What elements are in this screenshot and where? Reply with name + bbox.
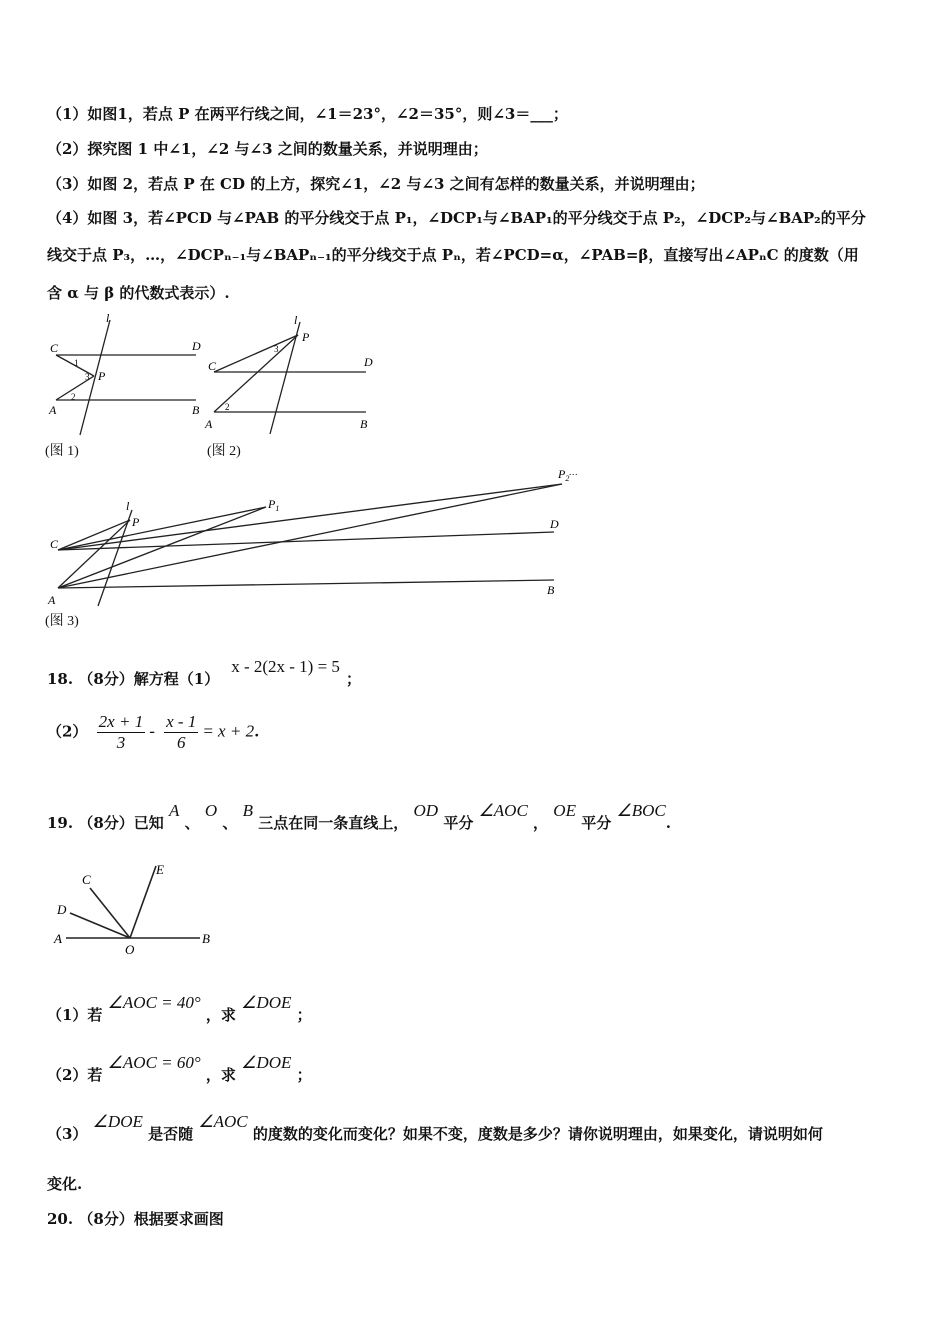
q19-bisects-1: 平分 bbox=[443, 814, 474, 832]
q19-sub2-end: ； bbox=[296, 1066, 312, 1084]
q19-dot: . bbox=[665, 814, 671, 832]
q19-bisects-2: 平分 bbox=[581, 814, 612, 832]
q19-sub1-end: ； bbox=[296, 1006, 312, 1024]
figure-2-caption: (图 2) bbox=[207, 444, 241, 459]
q17-part4-line1: （4）如图 3，若∠PCD 与∠PAB 的平分线交于点 P₁，∠DCP₁与∠BAP₁的平分线交于点 P₂，∠DCP₂与∠BAP₂的平分 bbox=[47, 209, 866, 227]
q19-head: 19. （8分）已知 bbox=[47, 814, 164, 832]
fig1-label-B: B bbox=[192, 403, 200, 417]
q19-angle-AOC: ∠AOC bbox=[478, 801, 528, 820]
q18-fraction-2 bbox=[164, 712, 198, 753]
q19-sub3-label: （3） bbox=[47, 1125, 88, 1143]
q19-sub2-ask: ，求 bbox=[205, 1066, 236, 1084]
q19-fig-label-A: A bbox=[54, 931, 62, 946]
fig1-label-P: P bbox=[98, 369, 106, 383]
figure-2 bbox=[200, 310, 390, 440]
q17-part3: （3）如图 2，若点 P 在 CD 的上方，探究∠1，∠2 与∠3 之间有怎样的数量关系，并说明理由； bbox=[47, 175, 705, 193]
fig3-label-C: C bbox=[50, 537, 59, 551]
q18-head: 18. （8分）解方程（1） bbox=[47, 670, 220, 688]
figure-3-caption: (图 3) bbox=[45, 614, 79, 629]
q18-sep: ； bbox=[345, 670, 361, 688]
fig1-label-C: C bbox=[50, 341, 59, 355]
fig2-label-B: B bbox=[360, 417, 368, 431]
fig3-label-P1: $P_1$ bbox=[268, 497, 280, 513]
q19-angle-BOC: ∠BOC bbox=[616, 801, 666, 820]
fig3-label-B: B bbox=[547, 583, 555, 597]
q19-point-B: B bbox=[242, 801, 254, 820]
q17-part1: （1）如图1，若点 P 在两平行线之间，∠1＝23°，∠2＝35°，则∠3＝___； bbox=[47, 105, 568, 123]
q19-text-1: 三点在同一条直线上， bbox=[258, 814, 409, 832]
q19-sub2-label: （2）若 bbox=[47, 1066, 103, 1084]
q19-fig-label-E: E bbox=[156, 862, 164, 877]
q18-line1 bbox=[47, 657, 361, 689]
q18-minus: - bbox=[149, 721, 155, 741]
q19-sub3-DOE: ∠DOE bbox=[92, 1112, 143, 1131]
fig1-label-D: D bbox=[192, 339, 201, 353]
fig2-label-P: P bbox=[302, 330, 310, 344]
fig3-label-l: l bbox=[126, 499, 130, 513]
q20-head: 20. （8分）根据要求画图 bbox=[47, 1210, 224, 1228]
q19-sep-1: 、 bbox=[184, 814, 200, 832]
q19-line1 bbox=[47, 801, 671, 833]
q19-sub3-cont: 变化. bbox=[47, 1175, 83, 1193]
fig1-angle-3: 3 bbox=[85, 372, 90, 382]
fig2-label-l: l bbox=[294, 313, 298, 327]
fig2-label-D: D bbox=[364, 355, 373, 369]
q18-fraction-1 bbox=[97, 712, 146, 753]
q19-sub1-condition: ∠AOC = 40° bbox=[107, 993, 201, 1012]
q17-part4-line2: 线交于点 P₃，…，∠DCPₙ₋₁与∠BAPₙ₋₁的平分线交于点 Pₙ，若∠PCD=α，∠PAB=β，直接写出∠APₙC 的度数（用 bbox=[47, 246, 859, 264]
q19-sub2-condition: ∠AOC = 60° bbox=[107, 1053, 201, 1072]
q18-line2 bbox=[47, 712, 259, 753]
fig2-label-A: A bbox=[205, 417, 213, 431]
q19-sub2 bbox=[47, 1053, 312, 1085]
q19-sub3-AOC: ∠AOC bbox=[198, 1112, 248, 1131]
fig2-angle-3: 3 bbox=[274, 344, 279, 354]
q19-comma: ， bbox=[533, 814, 549, 832]
q19-OE: OE bbox=[553, 801, 576, 820]
q19-sub3-text-2: 的度数的变化而变化？如果不变，度数是多少？请你说明理由，如果变化，请说明如何 bbox=[252, 1125, 823, 1143]
q19-sub1-target: ∠DOE bbox=[241, 993, 292, 1012]
figure-1 bbox=[44, 310, 214, 440]
fig3-label-D: D bbox=[550, 517, 559, 531]
q19-fig-label-D: D bbox=[57, 902, 67, 917]
q18-label-2: （2） bbox=[47, 722, 88, 741]
q19-sep-2: 、 bbox=[222, 814, 238, 832]
q18-frac1-num: 2x + 1 bbox=[98, 712, 144, 731]
fig2-label-C: C bbox=[208, 359, 217, 373]
q18-equation-1: x - 2(2x - 1) = 5 bbox=[231, 657, 340, 676]
q19-figure bbox=[50, 858, 220, 958]
q17-part4-line3: 含 α 与 β 的代数式表示）. bbox=[47, 284, 230, 302]
q19-sub1-ask: ，求 bbox=[205, 1006, 236, 1024]
q19-fig-label-B: B bbox=[202, 931, 210, 946]
fig3-label-A: A bbox=[48, 593, 56, 607]
q18-frac2-den: 6 bbox=[176, 733, 186, 752]
fig1-label-l: l bbox=[106, 311, 110, 325]
figure-1-caption: (图 1) bbox=[45, 444, 79, 459]
q19-sub2-target: ∠DOE bbox=[241, 1053, 292, 1072]
q19-point-O: O bbox=[204, 801, 218, 820]
q19-point-A: A bbox=[169, 801, 180, 820]
fig3-label-P2: $P_2^\dots$ bbox=[558, 467, 578, 483]
q19-fig-label-C: C bbox=[82, 872, 91, 887]
q19-OD: OD bbox=[413, 801, 439, 820]
fig1-label-A: A bbox=[49, 403, 57, 417]
figure-3 bbox=[42, 462, 602, 612]
q19-fig-label-O: O bbox=[125, 942, 135, 957]
fig3-label-P: P bbox=[132, 515, 140, 529]
fig1-angle-1: 1 bbox=[74, 358, 79, 368]
fig2-angle-2: 2 bbox=[225, 402, 230, 412]
q18-rhs: = x + 2 bbox=[202, 721, 255, 741]
q17-part2: （2）探究图 1 中∠1，∠2 与∠3 之间的数量关系，并说明理由； bbox=[47, 140, 488, 158]
q19-sub3-text-1: 是否随 bbox=[148, 1125, 194, 1143]
q18-frac2-num: x - 1 bbox=[166, 712, 197, 731]
q18-end: . bbox=[254, 722, 260, 741]
q18-frac1-den: 3 bbox=[116, 733, 126, 752]
q19-sub1 bbox=[47, 993, 312, 1025]
q19-sub3 bbox=[47, 1112, 823, 1144]
fig1-angle-2: 2 bbox=[71, 392, 76, 402]
q19-sub1-label: （1）若 bbox=[47, 1006, 103, 1024]
